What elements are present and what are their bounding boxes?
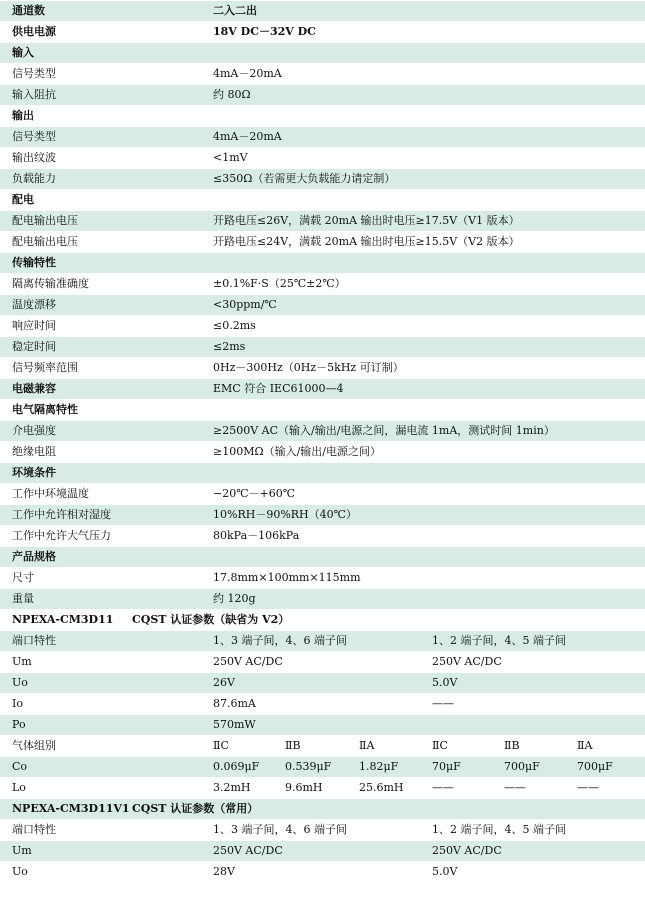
spec-value: <1mV [213,151,248,164]
cert-cell: —— [577,781,599,794]
spec-label: 供电电源 [12,25,56,38]
cert-cell: 1.82μF [359,760,399,773]
spec-row-emc [0,378,645,399]
cert-value-a: 570mW [213,718,256,731]
cert-cell: ⅡB [504,739,520,752]
spec-label: 信号频率范围 [12,361,78,374]
cert-cell: 3.2mH [213,781,251,794]
spec-value: ≤2ms [213,340,246,353]
spec-label: 工作中允许相对湿度 [12,508,111,521]
spec-value: 开路电压≤26V，满载 20mA 输出时电压≥17.5V（V1 版本） [213,214,520,227]
spec-label: 重量 [12,592,34,605]
spec-value: 开路电压≤24V，满载 20mA 输出时电压≥15.5V（V2 版本） [213,235,520,248]
cert-value-b: 5.0V [432,865,458,878]
spec-row [0,441,645,462]
cert-cell: ⅡC [432,739,448,752]
cert-model: NPEXA-CM3D11 [12,613,114,626]
cert-label: Io [12,697,23,710]
spec-row [0,504,645,525]
section-title: 传输特性 [12,256,56,269]
cert-label: 端口特性 [12,823,56,836]
spec-label: 工作中环境温度 [12,487,89,500]
spec-label: 尺寸 [12,571,34,584]
spec-row [0,168,645,189]
spec-value: 17.8mm×100mm×115mm [213,571,361,584]
spec-value: −20℃－+60℃ [213,487,296,500]
cert-value-a: 1、3 端子间，4、6 端子间 [213,823,347,836]
spec-row [0,126,645,147]
spec-label: 隔离传输准确度 [12,277,89,290]
spec-row [0,147,645,168]
cert-label: 气体组别 [12,739,56,752]
cert-cell: ⅡC [213,739,229,752]
cert-title: CQST 认证参数（缺省为 V2） [132,613,290,626]
cert-value-a: 250V AC/DC [213,844,283,857]
spec-label: 信号类型 [12,130,56,143]
spec-row [0,294,645,315]
section-header-output [0,105,645,126]
cert-row-io [0,693,645,714]
section-header-transfer [0,252,645,273]
section-title: 产品规格 [12,550,56,563]
cert-row-um [0,840,645,861]
spec-row [0,63,645,84]
spec-label: 介电强度 [12,424,56,437]
spec-label: 配电输出电压 [12,235,78,248]
spec-label: 输出纹波 [12,151,56,164]
cert-header-cm3d11v1 [0,798,645,819]
spec-label: 工作中允许大气压力 [12,529,111,542]
spec-value: ≥2500V AC（输入/输出/电源之间，漏电流 1mA，测试时间 1min） [213,424,555,437]
cert-cell: —— [504,781,526,794]
cert-row-po [0,714,645,735]
cert-model: NPEXA-CM3D11V1 [12,802,130,815]
spec-value: 约 120g [213,592,256,605]
cert-row-uo [0,672,645,693]
cert-cell: —— [432,781,454,794]
spec-row [0,273,645,294]
spec-label: 响应时间 [12,319,56,332]
section-title: 配电 [12,193,34,206]
spec-value: ≤0.2ms [213,319,256,332]
spec-row [0,315,645,336]
section-header-specs [0,546,645,567]
spec-value: <30ppm/℃ [213,298,277,311]
cert-value-b: 1、2 端子间，4、5 端子间 [432,634,566,647]
spec-row [0,525,645,546]
spec-row [0,420,645,441]
cert-cell: 25.6mH [359,781,404,794]
cert-label: Po [12,718,26,731]
cert-cell: ⅡA [577,739,593,752]
section-title: 输出 [12,109,34,122]
cert-row-port [0,819,645,840]
spec-row-channels [0,0,645,21]
cert-value-a: 1、3 端子间，4、6 端子间 [213,634,347,647]
spec-row [0,483,645,504]
spec-row [0,357,645,378]
spec-value: ≤350Ω（若需更大负载能力请定制） [213,172,396,185]
spec-value: ±0.1%F·S（25℃±2℃） [213,277,346,290]
spec-label: 电磁兼容 [12,382,56,395]
cert-title: CQST 认证参数（常用） [132,802,259,815]
spec-value: 10%RH－90%RH（40℃） [213,508,357,521]
spec-label: 负载能力 [12,172,56,185]
cert-cell: 700μF [504,760,540,773]
cert-cell: 0.539μF [285,760,332,773]
spec-row [0,567,645,588]
cert-value-b: —— [432,697,454,710]
spec-value: ≥100MΩ（输入/输出/电源之间） [213,445,382,458]
spec-label: 通道数 [12,4,45,17]
spec-label: 输入阻抗 [12,88,56,101]
spec-value: 4mA－20mA [213,130,282,143]
spec-row [0,210,645,231]
cert-row-uo [0,861,645,882]
cert-row-port [0,630,645,651]
cert-value-b: 250V AC/DC [432,655,502,668]
cert-row-um [0,651,645,672]
cert-value-b: 5.0V [432,676,458,689]
section-title: 输入 [12,46,34,59]
spec-value: 约 80Ω [213,88,251,101]
spec-value: 18V DC－32V DC [213,25,316,38]
cert-value-a: 87.6mA [213,697,256,710]
cert-cell: ⅡB [285,739,301,752]
cert-row-gas-group [0,735,645,756]
cert-cell: 700μF [577,760,613,773]
cert-row-lo [0,777,645,798]
section-header-isolation [0,399,645,420]
spec-row-power-supply [0,21,645,42]
cert-label: Uo [12,676,28,689]
spec-label: 绝缘电阻 [12,445,56,458]
cert-cell: 0.069μF [213,760,260,773]
section-title: 环境条件 [12,466,56,479]
spec-row [0,336,645,357]
cert-label: Uo [12,865,28,878]
section-header-environment [0,462,645,483]
cert-value-a: 250V AC/DC [213,655,283,668]
cert-value-a: 28V [213,865,235,878]
spec-label: 温度漂移 [12,298,56,311]
cert-label: Co [12,760,28,773]
cert-value-b: 1、2 端子间，4、5 端子间 [432,823,566,836]
spec-value: 二入二出 [213,4,257,17]
cert-label: Um [12,844,32,857]
section-title: 电气隔离特性 [12,403,78,416]
spec-value: 4mA－20mA [213,67,282,80]
section-header-input [0,42,645,63]
cert-cell: 9.6mH [285,781,323,794]
cert-header-cm3d11 [0,609,645,630]
spec-value: 80kPa－106kPa [213,529,300,542]
spec-row [0,588,645,609]
cert-label: 端口特性 [12,634,56,647]
cert-value-b: 250V AC/DC [432,844,502,857]
spec-row [0,84,645,105]
cert-value-a: 26V [213,676,235,689]
cert-cell: 70μF [432,760,461,773]
spec-label: 配电输出电压 [12,214,78,227]
spec-row [0,231,645,252]
spec-label: 稳定时间 [12,340,56,353]
cert-label: Lo [12,781,26,794]
section-header-distribution [0,189,645,210]
cert-label: Um [12,655,32,668]
cert-cell: ⅡA [359,739,375,752]
spec-label: 信号类型 [12,67,56,80]
cert-row-co [0,756,645,777]
spec-value: EMC 符合 IEC61000—4 [213,382,344,395]
spec-value: 0Hz－300Hz（0Hz－5kHz 可订制） [213,361,404,374]
